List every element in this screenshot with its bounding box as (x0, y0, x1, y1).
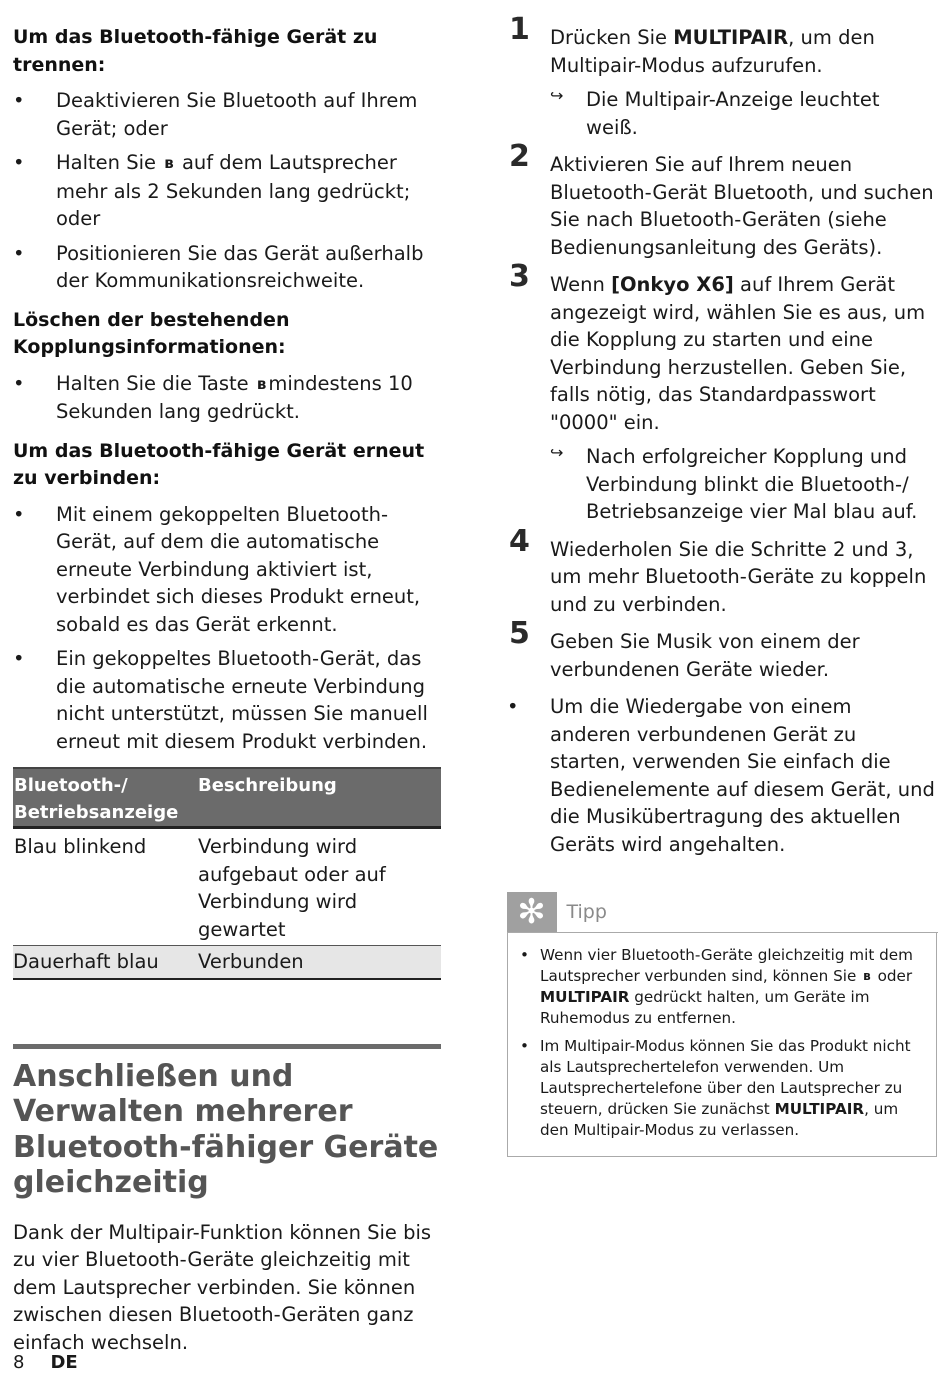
table-cell: Verbunden (198, 946, 441, 979)
step-4 (507, 523, 937, 619)
list-item: • Positionieren Sie das Gerät außerhalb der Kommunikationsreichweite. (13, 240, 441, 295)
table-cell: Blau blinkend (14, 835, 147, 858)
step-text: Wenn [Onkyo X6] auf Ihrem Gerät angezeigt wird, wählen Sie es aus, um die Kopplung zu starten und eine Verbindung herzustellen. Geben Sie, falls nötig, das Standardpasswort "0000" ein. (550, 273, 926, 434)
tip-list (508, 933, 936, 1156)
result-arrow-icon: ↪ (550, 443, 564, 462)
list-item: • Mit einem gekoppelten Bluetooth-Gerät, auf dem die automatische erneute Verbindung aktiviert ist, verbindet sich dieses Produkt erneut, sobald es das Gerät erkennt. (13, 501, 441, 639)
clear-heading: Löschen der bestehenden Kopplungsinformationen: (13, 308, 290, 358)
bluetooth-icon: ʙ (164, 154, 174, 172)
list-item: • Im Multipair-Modus können Sie das Produkt nicht als Lautsprechertelefon verwenden. Um Lautsprechertelefone über den Lautsprecher zu steuern, drücken Sie zunächst MULTIPAIR, um den Multipair-Modus zu verlassen. (520, 1036, 922, 1141)
step-text: Geben Sie Musik von einem der verbundenen Geräte wieder. (550, 630, 860, 681)
page-footer (13, 1352, 78, 1373)
tip-header (507, 892, 938, 933)
list-item: • Halten Sie die Taste ʙ mindestens 10 Sekunden lang gedrückt. (13, 370, 441, 426)
clear-list (13, 370, 441, 426)
table-row (13, 946, 441, 979)
section-body: Dank der Multipair-Funktion können Sie bis zu vier Bluetooth-Geräte gleichzeitig mit dem Lautsprecher verbinden. Sie können zwischen diesen Bluetooth-Geräten ganz einfach wechseln. (13, 1220, 432, 1354)
step-result: ↪ Die Multipair-Anzeige leuchtet weiß. (550, 86, 880, 139)
table-cell: Dauerhaft blau (13, 946, 198, 979)
left-column (13, 24, 441, 1356)
step-number: 1 (509, 12, 530, 47)
tip-label: Tipp (566, 900, 607, 923)
step-2 (507, 139, 937, 261)
step-number: 5 (509, 616, 530, 651)
page-number: 8 (13, 1352, 25, 1373)
table-header: Bluetooth-/ Betriebsanzeige (13, 768, 198, 828)
right-column (507, 12, 937, 1157)
tip-icon: ✻ (507, 892, 557, 932)
language-code: DE (50, 1352, 78, 1373)
list-item: • Wenn vier Bluetooth-Geräte gleichzeitig mit dem Lautsprecher verbunden sind, können Sie ʙ oder MULTIPAIR gedrückt halten, um Geräte im Ruhemodus zu entfernen. (520, 945, 922, 1029)
indicator-table (13, 767, 441, 980)
result-arrow-icon: ↪ (550, 86, 564, 105)
step-text: Aktivieren Sie auf Ihrem neuen Bluetooth-Gerät Bluetooth, und suchen Sie nach Bluetooth-Geräten (siehe Bedienungsanleitung des Geräts). (550, 153, 934, 259)
step-number: 2 (509, 139, 530, 174)
list-item: • Um die Wiedergabe von einem anderen verbundenen Gerät zu starten, verwenden Sie einfach die Bedienelemente auf diesem Gerät, und die Musikübertragung des aktuellen Geräts wird angehalten. (507, 693, 937, 858)
bluetooth-icon: ʙ (256, 374, 267, 393)
reconnect-heading: Um das Bluetooth-fähige Gerät erneut zu verbinden: (13, 439, 425, 489)
step-text: Wiederholen Sie die Schritte 2 und 3, um mehr Bluetooth-Geräte zu koppeln und zu verbinden. (550, 537, 927, 616)
table-cell: Verbindung wird aufgebaut oder auf Verbindung wird gewartet (198, 835, 386, 941)
section-divider (13, 1044, 441, 1049)
section-title: Anschließen und Verwalten mehrerer Bluetooth-fähiger Geräte gleichzeitig (13, 1058, 439, 1200)
bluetooth-icon: ʙ (863, 968, 871, 983)
tip-box (507, 892, 937, 1157)
table-row (13, 828, 441, 946)
list-item: • Ein gekoppeltes Bluetooth-Gerät, das die automatische erneute Verbindung nicht unterstützt, müssen Sie manuell erneut mit diesem Produkt verbinden. (13, 645, 441, 755)
step-number: 3 (509, 259, 530, 294)
playback-list (507, 693, 937, 858)
step-3 (507, 259, 937, 526)
step-text: Drücken Sie MULTIPAIR, um den Multipair-Modus aufzurufen. (550, 26, 875, 77)
step-5 (507, 616, 937, 683)
disconnect-heading: Um das Bluetooth-fähige Gerät zu trennen: (13, 26, 378, 76)
reconnect-list (13, 501, 441, 756)
table-header-row (13, 768, 441, 828)
step-result: ↪ Nach erfolgreicher Kopplung und Verbindung blinkt die Bluetooth-/ Betriebsanzeige vier Mal blau auf. (550, 443, 918, 523)
list-item: • Halten Sie ʙ auf dem Lautsprecher mehr als 2 Sekunden lang gedrückt; oder (13, 149, 441, 233)
step-1 (507, 12, 937, 141)
disconnect-list (13, 87, 441, 295)
table-header: Beschreibung (198, 768, 441, 828)
list-item: • Deaktivieren Sie Bluetooth auf Ihrem Gerät; oder (13, 87, 441, 142)
step-number: 4 (509, 523, 530, 559)
